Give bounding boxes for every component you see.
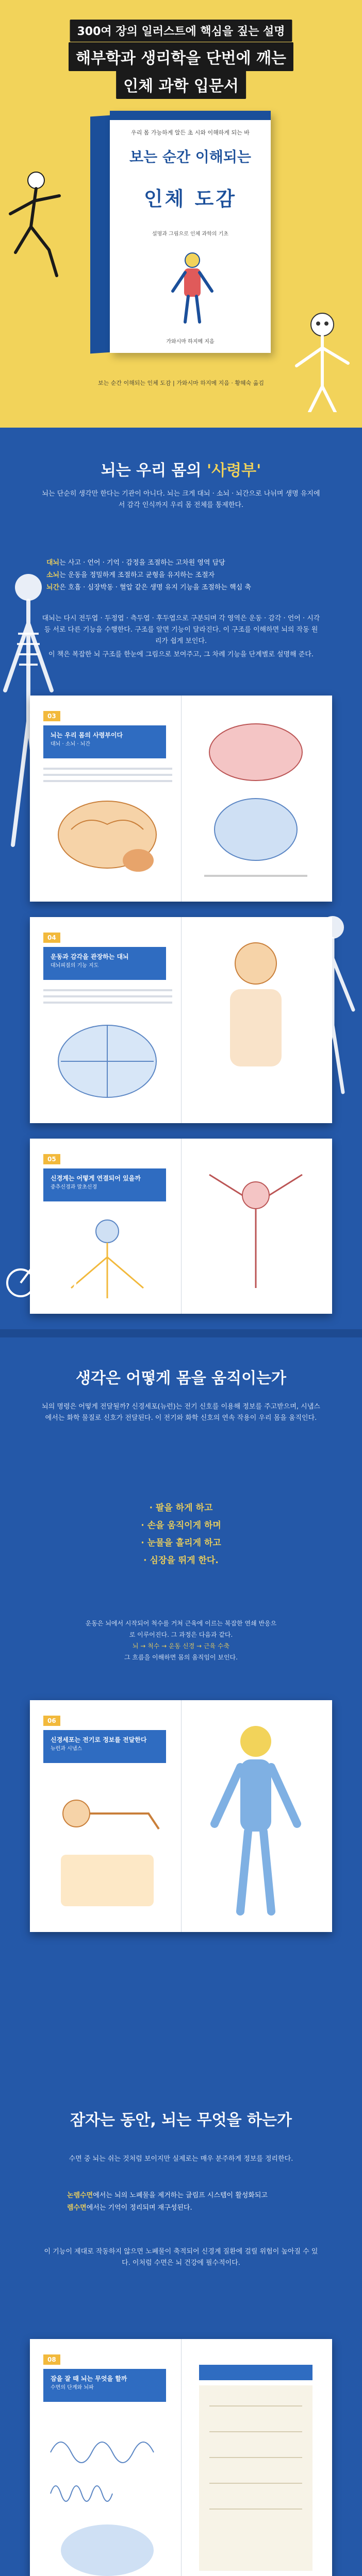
book-spread bbox=[30, 696, 332, 902]
hero-tagline-3: 인체 과학 입문서 bbox=[116, 70, 246, 99]
runner-illustration bbox=[0, 165, 77, 283]
book-title-line2: 인체 도감 bbox=[143, 188, 237, 210]
spread-title: 잠을 잘 때 뇌는 무엇을 할까 수면의 단계와 뇌파 bbox=[43, 2369, 166, 2402]
book-spread bbox=[30, 1700, 332, 1932]
book-footer-text: 설명과 그림으로 인체 과학의 기초 bbox=[152, 231, 228, 237]
list-item: · 눈물을 흘리게 하고 bbox=[141, 1538, 221, 1548]
list-item: 소뇌는 운동을 정밀하게 조절하고 균형을 유지하는 조절자 bbox=[46, 571, 215, 579]
book-title-line1: 보는 순간 이해되는 bbox=[129, 148, 251, 165]
book-spine bbox=[90, 115, 111, 354]
sleep-chart-icon bbox=[194, 2360, 318, 2576]
neuron-icon bbox=[194, 1154, 318, 1298]
bicycle-icon bbox=[5, 1231, 77, 1303]
brain-diagram-icon bbox=[194, 711, 318, 886]
page-number: 08 bbox=[43, 2354, 60, 2365]
book-author: 가와시마 하지메 지음 bbox=[166, 339, 215, 345]
spread-title: 운동과 감각을 관장하는 대뇌 대뇌피질의 기능 지도 bbox=[43, 947, 166, 980]
page-number: 05 bbox=[43, 1154, 60, 1164]
movement-steps bbox=[0, 1499, 362, 1569]
spread-title: 뇌는 우리 몸의 사령부이다 대뇌 · 소뇌 · 뇌간 bbox=[43, 725, 166, 758]
section2-detail: 운동은 뇌에서 시작되어 척수를 거쳐 근육에 이르는 복잡한 연쇄 반응으로 이루어진다. 그 과정은 다음과 같다. 뇌 → 척수 → 운동 신경 → 근육 수축 그 흐름을 이해하면 몸의 움직임이 보인다. bbox=[85, 1620, 277, 1661]
brain-lobe-icon bbox=[51, 1015, 164, 1108]
book-subtitle: 우리 몸 가능하게 알든 초 시와 이해하게 되는 바 bbox=[131, 129, 250, 136]
section1-detail: 대뇌는 다시 전두엽 · 두정엽 · 측두엽 · 후두엽으로 구분되며 각 영역은 운동 · 감각 · 언어 · 시각 등 서로 다른 기능을 수행한다. 구조를 알면 기능이 달라진다. 이 구조를 이해하면 뇌의 작동 원리가 쉽게 보인다. bbox=[42, 615, 320, 645]
section3-detail: 이 기능이 제대로 작동하지 않으면 노폐물이 축적되어 신경계 질환에 걸릴 위험이 높아질 수 있다. 이처럼 수면은 뇌 건강에 필수적이다. bbox=[44, 2248, 318, 2267]
sleep-section bbox=[0, 2050, 362, 2576]
book-front bbox=[110, 111, 271, 353]
section3-intro: 수면 중 뇌는 쉬는 것처럼 보이지만 실제로는 매우 분주하게 정보를 정리한다. bbox=[69, 2155, 293, 2163]
brain-wave-icon bbox=[45, 2421, 169, 2576]
list-item: 렘수면에서는 기억이 정리되며 재구성된다. bbox=[67, 2204, 192, 2212]
neuron-diagram-icon bbox=[45, 1783, 169, 1917]
book-figure-icon bbox=[167, 250, 218, 327]
hero-tagline-1: 300여 장의 일러스트에 핵심을 짚는 설명 bbox=[70, 20, 292, 42]
section3-heading: 잠자는 동안, 뇌는 무엇을 하는가 bbox=[70, 2111, 292, 2129]
list-item: 대뇌는 사고 · 언어 · 기억 · 감정을 조절하는 고차원 영역 담당 bbox=[46, 559, 225, 567]
hero-section bbox=[0, 0, 362, 428]
skeleton-arm-icon bbox=[281, 309, 353, 412]
sleep-notes bbox=[67, 2190, 294, 2214]
section2-heading: 생각은 어떻게 몸을 움직이는가 bbox=[75, 1369, 287, 1387]
section1-heading: 뇌는 우리 몸의 '사령부' bbox=[101, 462, 261, 480]
page-number: 04 bbox=[43, 933, 60, 943]
brain-icon bbox=[51, 793, 164, 886]
book-cover bbox=[90, 111, 271, 353]
list-item: · 팔을 하게 하고 bbox=[149, 1503, 213, 1513]
spread-title: 신경세포는 전기로 정보를 전달한다 뉴런과 시냅스 bbox=[43, 1730, 166, 1763]
movement-section bbox=[0, 1329, 362, 2050]
page-number: 06 bbox=[43, 1716, 60, 1726]
brain-command-section bbox=[0, 428, 362, 1329]
page-number: 03 bbox=[43, 711, 60, 721]
book-spread bbox=[30, 2339, 332, 2576]
list-item: · 손을 움직이게 하며 bbox=[141, 1520, 221, 1531]
hero-tagline-2: 해부학과 생리학을 단번에 깨는 bbox=[69, 42, 293, 71]
human-figure-icon bbox=[194, 1721, 318, 1922]
section1-detail-2: 이 책은 복잡한 뇌 구조를 한눈에 그림으로 보여주고, 그 차례 기능을 단계별로 설명해 준다. bbox=[48, 651, 314, 658]
body-diagram-icon bbox=[194, 933, 318, 1108]
hero-caption: 보는 순간 이해되는 인체 도감 | 가와시마 하지메 지음 · 황혜숙 옮김 bbox=[98, 380, 264, 386]
book-spread bbox=[30, 917, 332, 1123]
list-item: 논렘수면에서는 뇌의 노폐물을 제거하는 글림프 시스템이 활성화되고 bbox=[67, 2192, 268, 2199]
spread-title: 신경계는 어떻게 연결되어 있을까 중추신경과 말초신경 bbox=[43, 1168, 166, 1201]
skeleton-side-icon bbox=[307, 912, 358, 1097]
section2-intro: 뇌의 명령은 어떻게 전달될까? 신경세포(뉴런)는 전기 신호를 이용해 정보를 주고받으며, 시냅스에서는 화학 물질로 신호가 전달된다. 이 전기와 화학 신호의 연속 작용이 우리 몸을 움직인다. bbox=[42, 1403, 320, 1422]
list-item: 뇌간은 호흡 · 심장박동 · 혈압 같은 생명 유지 기능을 조절하는 핵심 축 bbox=[46, 584, 251, 591]
brain-parts-list bbox=[46, 557, 315, 594]
section1-intro: 뇌는 단순히 생각만 한다는 기관이 아니다. 뇌는 크게 대뇌 · 소뇌 · 뇌간으로 나뉘며 생명 유지에서 감각 인식까지 우리 몸 전체를 통제한다. bbox=[42, 490, 320, 509]
list-item: · 심장을 뛰게 한다. bbox=[143, 1555, 219, 1566]
